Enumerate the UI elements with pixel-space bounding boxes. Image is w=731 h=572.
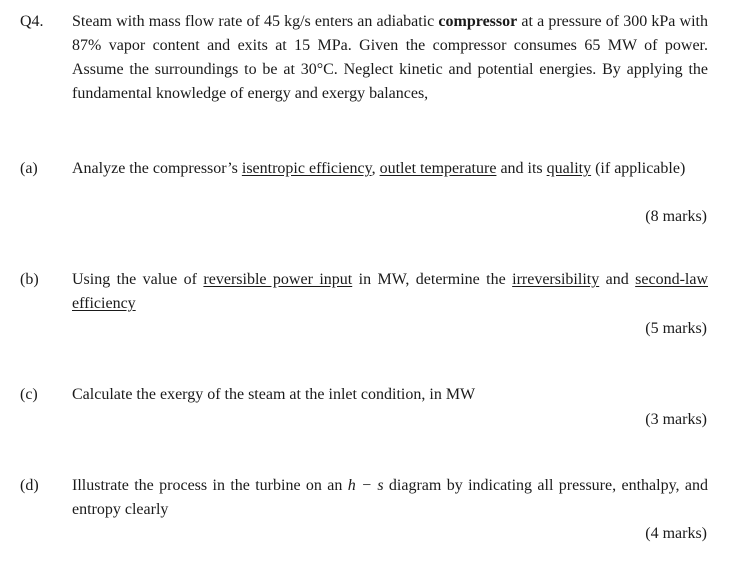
intro-bold-term: compressor	[438, 13, 518, 30]
part-a-text-1: Analyze the compressor’s	[72, 160, 242, 177]
part-b-text-1: Using the value of	[72, 271, 204, 288]
part-c-text: Calculate the exergy of the steam at the inlet condition, in MW	[72, 386, 476, 403]
part-c-marks: (3 marks)	[645, 411, 707, 428]
part-a-text	[72, 157, 708, 181]
part-a-text-4: (if applicable)	[591, 160, 686, 177]
question-number: Q4.	[20, 13, 44, 30]
part-a-underlined-2: outlet temperature	[379, 160, 497, 177]
part-d-label: (d)	[20, 477, 39, 494]
part-a-label: (a)	[20, 160, 38, 177]
part-d-text-2: diagram by indicating all pressure, enthalpy, and entropy clearly	[72, 477, 709, 518]
part-b-underlined-3: second-law efficiency	[72, 271, 709, 312]
part-a-underlined-3: quality	[546, 160, 592, 177]
part-b-underlined-1: reversible power input	[203, 271, 353, 288]
question-intro	[72, 10, 708, 106]
part-a-text-3: and its	[496, 160, 547, 177]
part-b-text-2: in MW, determine the	[352, 271, 513, 288]
intro-text-1: Steam with mass flow rate of 45 kg/s enters an adiabatic	[72, 13, 439, 30]
part-b-text-3: and	[599, 271, 636, 288]
part-a-text-2: ,	[371, 160, 380, 177]
part-c-label: (c)	[20, 386, 38, 403]
part-b-underlined-2: irreversibility	[512, 271, 600, 288]
part-b-text	[72, 268, 708, 316]
part-b-label: (b)	[20, 271, 39, 288]
part-b-marks: (5 marks)	[645, 320, 707, 337]
intro-text-2: at a pressure of 300 kPa with 87% vapor content and exits at 15 MPa. Given the compressor consumes 65 MW of power. Assume the surroundings to be at 30°C. Neglect kinetic and potential energies. By applying the fundamental knowledge of energy and exergy balances,	[72, 13, 708, 102]
part-a-marks: (8 marks)	[645, 208, 707, 225]
part-d-text	[72, 474, 708, 522]
part-d-text-1: Illustrate the process in the turbine on an	[72, 477, 348, 494]
part-d-marks: (4 marks)	[645, 525, 707, 542]
part-d-math-hs: h − s	[347, 477, 384, 494]
part-a-underlined-1: isentropic efficiency	[241, 160, 372, 177]
